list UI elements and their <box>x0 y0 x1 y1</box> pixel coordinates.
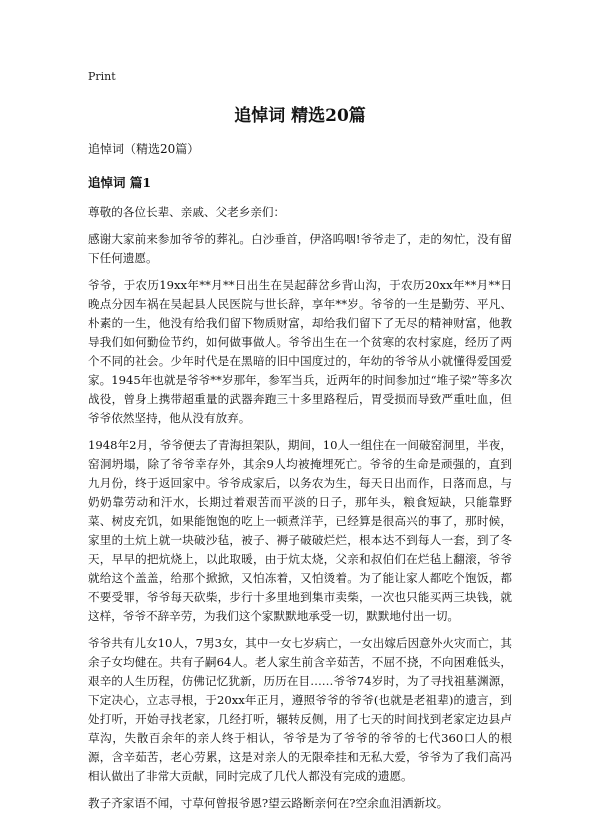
biography-paragraph: 爷爷，于农历19xx年**月**日出生在吴起薛岔乡背山沟，于农历20xx年**月**日晚点分因车祸在吴起县人民医院与世长辞，享年**岁。爷爷的一生是勤劳、平凡、朴素的一生，他没有给我们留下物质财富，却给我们留下了无尽的精神财富，他教导我们如何勤俭节约，如何做事做人。爷爷出生在一个贫寒的农村家庭，经历了两个不同的社会。少年时代是在黑暗的旧中国度过的，年幼的爷爷从小就懂得爱国爱家。1945年也就是爷爷**岁那年，参军当兵，近两年的时间参加过“堆子梁”等多次战役，曾身上携带超重量的武器奔跑三十多里路程后，胃受损而导致严重吐血，但爷爷依然坚持，他从没有放弃。 <box>88 278 512 425</box>
document-subtitle: 追悼词（精选20篇） <box>88 142 200 156</box>
closing-poem-paragraph: 教子齐家语不闻，寸草何曾报爷恩?望云路断亲何在?空余血泪洒新坟。 <box>88 796 449 810</box>
hardship-paragraph: 1948年2月，爷爷便去了青海担架队，期间，10人一组住在一间破窑洞里，半夜，窑洞坍塌，除了爷爷幸存外，其余9人均被掩埋死亡。爷爷的生命是顽强的，直到九月份，终于返回家中。爷爷成家后，以务农为生，每天日出而作，日落而息，与奶奶靠劳动和汗水，长期过着艰苦而平淡的日子，那年头，粮食短缺，只能靠野菜、树皮充饥，如果能饱饱的吃上一顿煮洋芋，已经算是很高兴的事了，那时候，家里的土炕上就一块破沙毡，被子、褥子破破烂烂，根本达不到每人一套，到了冬天，早早的把炕烧上，以此取暖，由于炕太烧，父亲和叔伯们在烂毡上翻滚，爷爷就给这个盖盖，给那个掀掀，又怕冻着，又怕烫着。为了能让家人都吃个饱饭，都不要受罪，爷爷每天砍柴，步行十多里地到集市卖柴，一次也只能买两三块钱，就这样，爷爷不辞辛劳，为我们这个家默默地承受一切，默默地付出一切。 <box>88 438 512 623</box>
print-label: Print <box>88 70 116 83</box>
intro-paragraph: 感谢大家前来参加爷爷的葬礼。白沙垂首，伊洛呜咽!爷爷走了，走的匆忙，没有留下任何遗愿。 <box>88 232 512 265</box>
section-title: 追悼词 篇1 <box>88 175 152 190</box>
family-paragraph: 爷爷共有儿女10人，7男3女，其中一女七岁病亡，一女出嫁后因意外火灾而亡，其余子女均健在。共有子嗣64人。老人家生前含辛茹苦，不屈不挠，不向困难低头，艰辛的人生历程，仿佛记忆犹新，历历在目……爷爷74岁时，为了寻找祖墓渊源，下定决心，立志寻根，于20xx年正月，遵照爷爷的爷爷(也就是老祖辈)的遗言，到处打听，开始寻找老家，几经打听，辗转反侧，用了七天的时间找到老家定边县卢草沟，失散百余年的亲人终于相认，爷爷是为了爷爷的爷爷的七代360口人的根源，含辛茹苦，老心劳累，这是对亲人的无限牵挂和无私大爱，爷爷为了我们高冯相认做出了非常大贡献，同时完成了几代人都没有完成的遗愿。 <box>88 636 512 783</box>
greeting-paragraph: 尊敬的各位长辈、亲戚、父老乡亲们： <box>88 205 286 219</box>
document-title: 追悼词 精选20篇 <box>234 106 366 126</box>
